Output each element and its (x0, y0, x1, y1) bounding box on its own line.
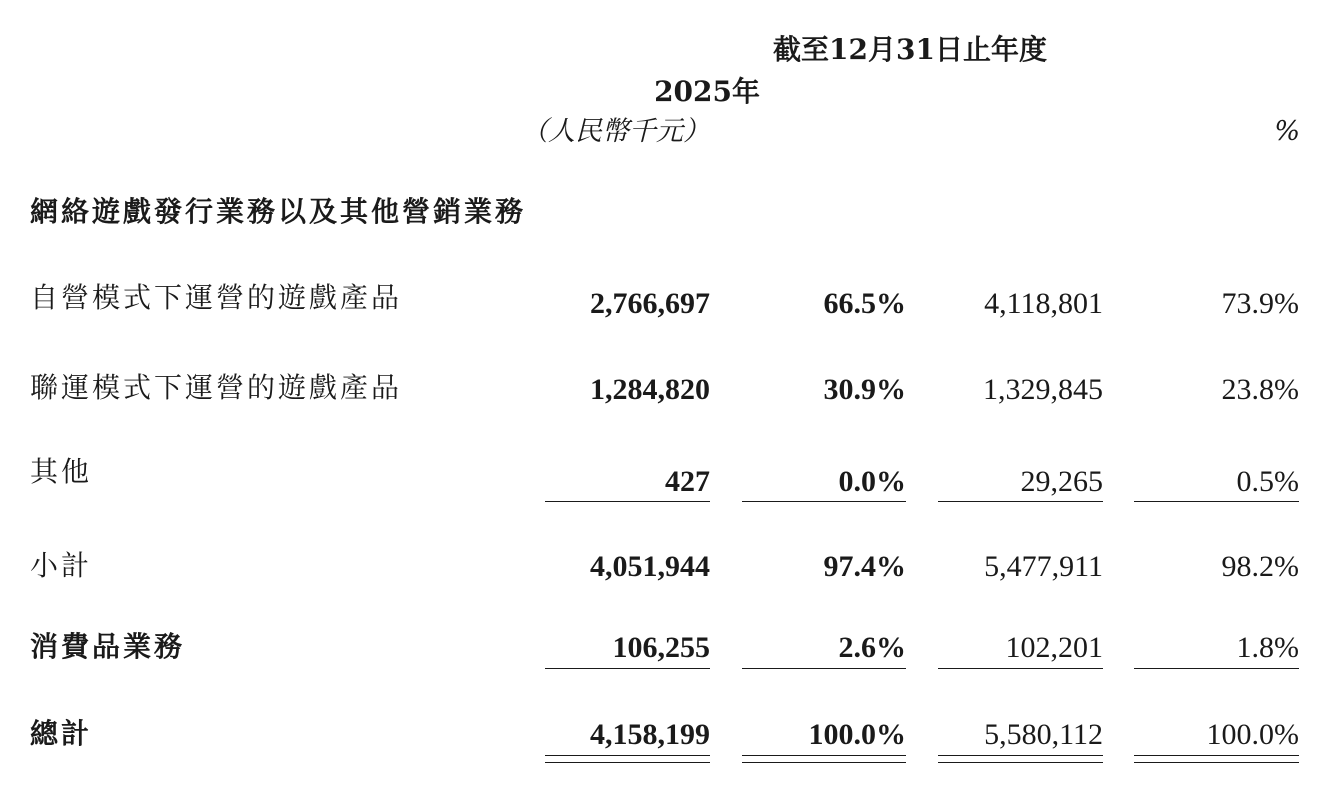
column-rule (742, 501, 906, 502)
row-label: 自營模式下運營的遊戲產品 (30, 281, 403, 314)
percent-2025: 100.0% (808, 718, 906, 751)
period-header: 截至12月31日止年度 (773, 33, 1047, 66)
value-prior: 5,580,112 (984, 718, 1103, 751)
double-rule-bottom (1134, 762, 1299, 763)
double-rule-top (545, 755, 710, 756)
double-rule-bottom (938, 762, 1103, 763)
row-label: 總計 (30, 717, 93, 750)
percent-2025: 30.9% (823, 373, 906, 406)
unit-header: （人民幣千元） (521, 116, 710, 147)
percent-header: % (1274, 116, 1300, 147)
row-label: 消費品業務 (30, 630, 186, 663)
column-rule (1134, 501, 1299, 502)
column-rule (545, 668, 710, 669)
value-2025: 2,766,697 (590, 287, 710, 320)
percent-2025: 66.5% (823, 287, 906, 320)
column-rule (545, 501, 710, 502)
value-prior: 1,329,845 (983, 373, 1103, 406)
percent-2025: 0.0% (838, 465, 906, 498)
section-title: 網絡遊戲發行業務以及其他營銷業務 (30, 195, 527, 228)
double-rule-bottom (742, 762, 906, 763)
percent-prior: 73.9% (1221, 287, 1299, 320)
percent-2025: 97.4% (823, 550, 906, 583)
column-rule (1134, 668, 1299, 669)
value-2025: 4,158,199 (590, 718, 710, 751)
value-2025: 1,284,820 (590, 373, 710, 406)
double-rule-top (742, 755, 906, 756)
row-label: 其他 (30, 455, 93, 488)
double-rule-top (1134, 755, 1299, 756)
value-prior: 29,265 (1020, 465, 1103, 498)
double-rule-top (938, 755, 1103, 756)
value-prior: 102,201 (1005, 631, 1103, 664)
row-label: 小計 (30, 549, 93, 582)
year-header: 2025年 (654, 75, 760, 108)
value-prior: 5,477,911 (984, 550, 1103, 583)
percent-prior: 0.5% (1236, 465, 1299, 498)
value-2025: 4,051,944 (590, 550, 710, 583)
percent-prior: 98.2% (1221, 550, 1299, 583)
percent-prior: 1.8% (1236, 631, 1299, 664)
percent-prior: 100.0% (1206, 718, 1299, 751)
value-2025: 427 (665, 465, 710, 498)
value-2025: 106,255 (612, 631, 710, 664)
value-prior: 4,118,801 (984, 287, 1103, 320)
percent-prior: 23.8% (1221, 373, 1299, 406)
percent-2025: 2.6% (838, 631, 906, 664)
column-rule (938, 501, 1103, 502)
column-rule (742, 668, 906, 669)
column-rule (938, 668, 1103, 669)
row-label: 聯運模式下運營的遊戲產品 (30, 371, 403, 404)
double-rule-bottom (545, 762, 710, 763)
